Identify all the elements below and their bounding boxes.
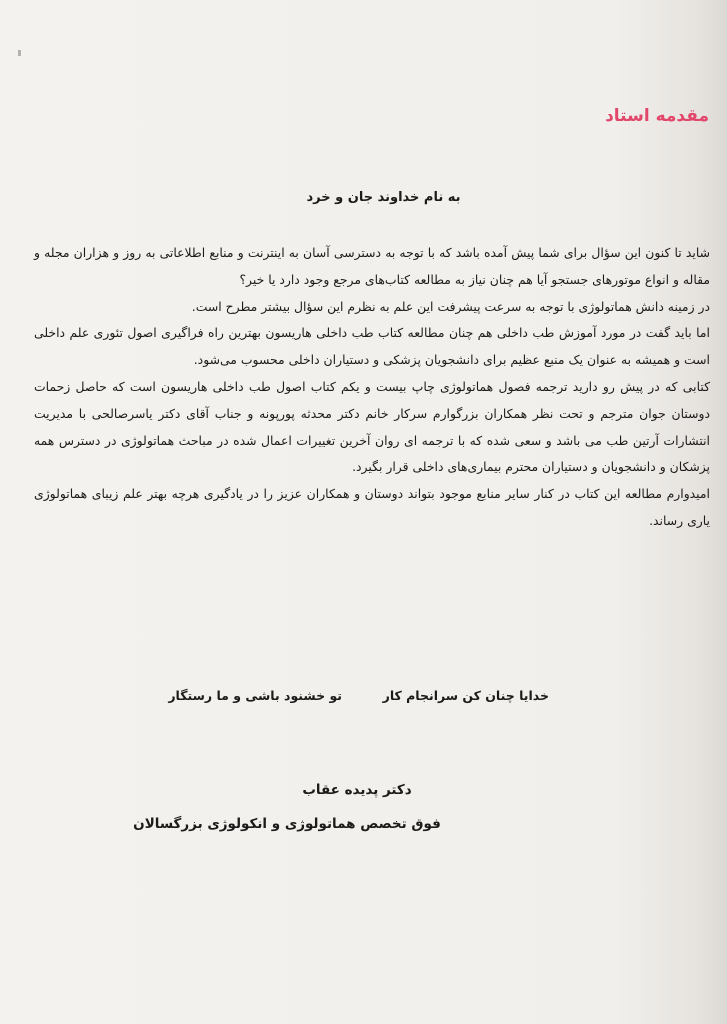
poem-hemistich-1: خدایا چنان کن سرانجام کار bbox=[382, 688, 549, 703]
paragraph-2: در زمینه دانش هماتولوژی با توجه به سرعت پیشرفت این علم به نظرم این سؤال بیشتر مطرح است. bbox=[191, 298, 710, 314]
invocation-line: به نام خداوند جان و خرد bbox=[306, 190, 461, 205]
signature-name: دکتر پدیده عقاب bbox=[302, 782, 412, 798]
paragraph-5: امیدوارم مطالعه این کتاب در کنار سایر منابع موجود بتواند دوستان و همکاران عزیز را در یادگیری هرچه بهتر علم زیبای هماتولوژی یاری رساند. bbox=[34, 486, 710, 528]
poem-hemistich-2: تو خشنود باشی و ما رستگار bbox=[168, 688, 342, 703]
body-text bbox=[34, 240, 710, 535]
signature-title: فوق تخصص هماتولوژی و انکولوژی بزرگسالان bbox=[133, 816, 441, 832]
section-heading: مقدمه استاد bbox=[605, 106, 709, 126]
paragraph-1: شاید تا کنون این سؤال برای شما پیش آمده باشد که با توجه به دسترسی آسان به اینترنت و منابع اطلاعاتی به روز و هزاران مجله و مقاله و انواع موتورهای جستجو آیا هم چنان نیاز به مطالعه کتاب‌های مرجع وجود دارد یا خیر؟ bbox=[34, 245, 710, 287]
poem-verse bbox=[0, 688, 727, 718]
scan-mark bbox=[18, 50, 21, 56]
paragraph-3: اما باید گفت در مورد آموزش طب داخلی هم چنان مطالعه کتاب طب داخلی هاریسون بهترین راه فراگیری اصول تئوری علم داخلی است و همیشه به عنوان یک منبع عظیم برای دانشجویان پزشکی و دستیاران داخلی محسوب می‌شود. bbox=[34, 325, 710, 368]
paragraph-4: کتابی که در پیش رو دارید ترجمه فصول هماتولوژی چاپ بیست و یکم کتاب اصول طب داخلی هاریسون است که حاصل زحمات دوستان جوان مترجم و تحت نظر همکاران بزرگوارم سرکار خانم دکتر محدثه پورپونه و جناب آقای دکتر یاسرصالحی با مدیریت انتشارات آرتین طب می باشد و سعی شده که با ترجمه ای روان آخرین تغییرات اعمال شده در مباحث هماتولوژی در دسترس همه پزشکان و دانشجویان و دستیاران محترم بیماری‌های داخلی قرار بگیرد. bbox=[34, 378, 710, 475]
